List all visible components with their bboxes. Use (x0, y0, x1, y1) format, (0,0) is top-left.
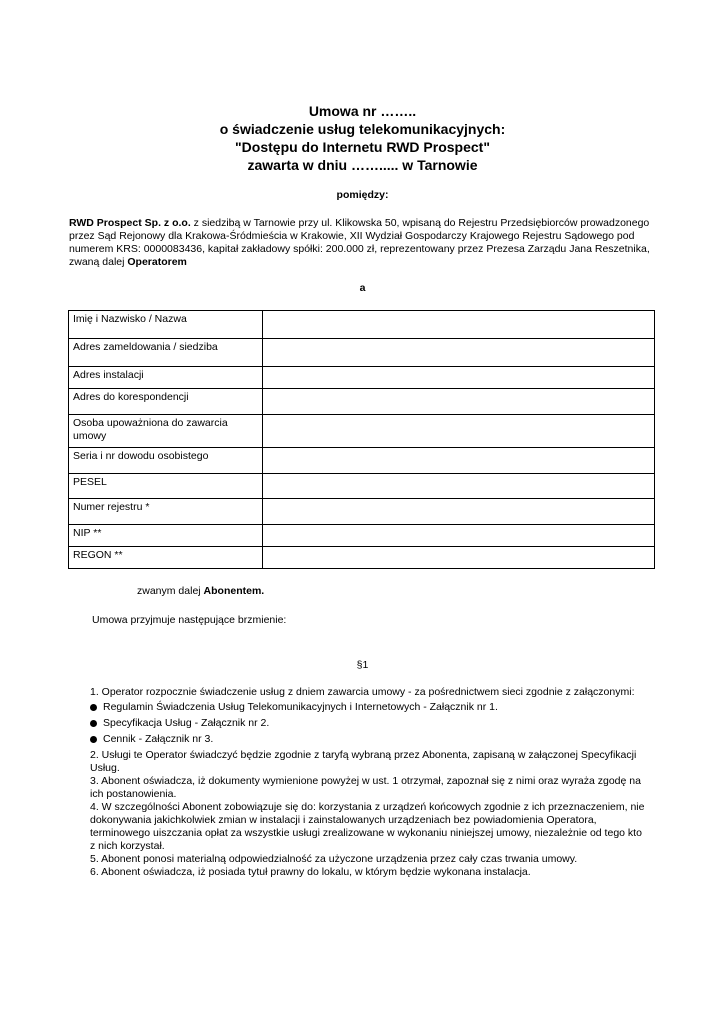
row-label: Imię i Nazwisko / Nazwa (69, 311, 263, 339)
list-item (90, 733, 650, 746)
row-label: Osoba upoważniona do zawarcia umowy (69, 415, 263, 448)
bullet-icon (90, 720, 97, 727)
row-value-field[interactable] (263, 367, 655, 389)
list-item (90, 701, 650, 714)
list-item-text: Regulamin Świadczenia Usług Telekomunikacyjnych i Internetowych - Załącznik nr 1. (103, 701, 498, 713)
section-1-title: §1 (356, 659, 369, 671)
table-row (69, 339, 655, 367)
row-label: Numer rejestru * (69, 499, 263, 525)
list-item-text: Specyfikacja Usług - Załącznik nr 2. (103, 717, 270, 729)
row-label: NIP ** (69, 525, 263, 547)
row-value-field[interactable] (263, 499, 655, 525)
operator-named-prefix: zwaną dalej (69, 256, 128, 268)
row-label: Adres do korespondencji (69, 389, 263, 415)
title-line-2: o świadczenie usług telekomunikacyjnych: (219, 121, 506, 137)
table-row (69, 448, 655, 474)
subscriber-named-as: Abonentem. (203, 585, 265, 597)
row-value-field[interactable] (263, 339, 655, 367)
document-title (0, 102, 725, 174)
table-row (69, 474, 655, 499)
table-row (69, 415, 655, 448)
row-label: REGON ** (69, 547, 263, 569)
row-value-field[interactable] (263, 547, 655, 569)
section-1-point-5: 5. Abonent ponosi materialną odpowiedzialność za użyczone urządzenia przez cały czas trwania umowy. (90, 853, 578, 865)
section-1-point-4: 4. W szczególności Abonent zobowiązuje się do: korzystania z urządzeń końcowych zgodnie z ich przeznaczeniem, nie dokonywania jakichkolwiek zmian w instalacji i zainstalowanych urządzeniach bez powiadomienia Operatora, terminowego uiszczania opłat za wszystkie usługi zrealizowane w wykonaniu niniejszej umowy, niezależnie od tego kto z nich korzystał. (90, 801, 645, 852)
row-value-field[interactable] (263, 474, 655, 499)
row-label: PESEL (69, 474, 263, 499)
section-1-point-1: 1. Operator rozpocznie świadczenie usług z dniem zawarcia umowy - za pośrednictwem sieci zgodnie z załączonymi: (90, 686, 635, 698)
row-value-field[interactable] (263, 415, 655, 448)
table-row (69, 525, 655, 547)
title-line-4: zawarta w dniu ……..... w Tarnowie (247, 157, 478, 173)
conjunction: a (359, 282, 366, 294)
table-row (69, 311, 655, 339)
subscriber-prefix: zwanym dalej (137, 585, 204, 597)
row-label: Seria i nr dowodu osobistego (69, 448, 263, 474)
section-1-point-6: 6. Abonent oświadcza, iż posiada tytuł prawny do lokalu, w którym będzie wykonana instalacja. (90, 866, 531, 878)
table-row (69, 547, 655, 569)
list-item (90, 717, 650, 730)
operator-description: z siedzibą w Tarnowie przy ul. Klikowska 50, wpisaną do Rejestru Przedsiębiorców prowadzonego przez Sąd Rejonowy dla Krakowa-Śródmieścia w Krakowie, XII Wydział Gospodarczy Krajowego Rejestru Sądowego pod numerem KRS: 0000083436, kapitał zakładowy spółki: 200.000 zł, reprezentowany przez Prezesa Zarządu Jana Reszetnika, (69, 217, 650, 255)
section-1-point-3: 3. Abonent oświadcza, iż dokumenty wymienione powyżej w ust. 1 otrzymał, zapoznał się z nimi oraz wyraża zgodę na ich postanowienia. (90, 775, 641, 800)
client-data-table (68, 310, 655, 569)
section-1-body (90, 686, 650, 879)
table-row (69, 499, 655, 525)
operator-name: RWD Prospect Sp. z o.o. (69, 217, 191, 229)
operator-paragraph (69, 217, 669, 269)
list-item-text: Cennik - Załącznik nr 3. (103, 733, 214, 745)
row-value-field[interactable] (263, 525, 655, 547)
row-label: Adres instalacji (69, 367, 263, 389)
table-row (69, 389, 655, 415)
between-label: pomiędzy: (336, 189, 389, 201)
row-label: Adres zameldowania / siedziba (69, 339, 263, 367)
bullet-icon (90, 736, 97, 743)
section-1-point-2: 2. Usługi te Operator świadczyć będzie zgodnie z taryfą wybraną przez Abonenta, zapisaną w załączonej Specyfikacji Usług. (90, 749, 637, 774)
row-value-field[interactable] (263, 448, 655, 474)
table-row (69, 367, 655, 389)
row-value-field[interactable] (263, 311, 655, 339)
bullet-icon (90, 704, 97, 711)
title-line-3: "Dostępu do Internetu RWD Prospect" (235, 139, 490, 155)
row-value-field[interactable] (263, 389, 655, 415)
title-line-1: Umowa nr …….. (308, 103, 417, 119)
accept-text: Umowa przyjmuje następujące brzmienie: (92, 614, 287, 626)
subscriber-line (137, 585, 264, 597)
operator-named-as: Operatorem (127, 256, 187, 268)
